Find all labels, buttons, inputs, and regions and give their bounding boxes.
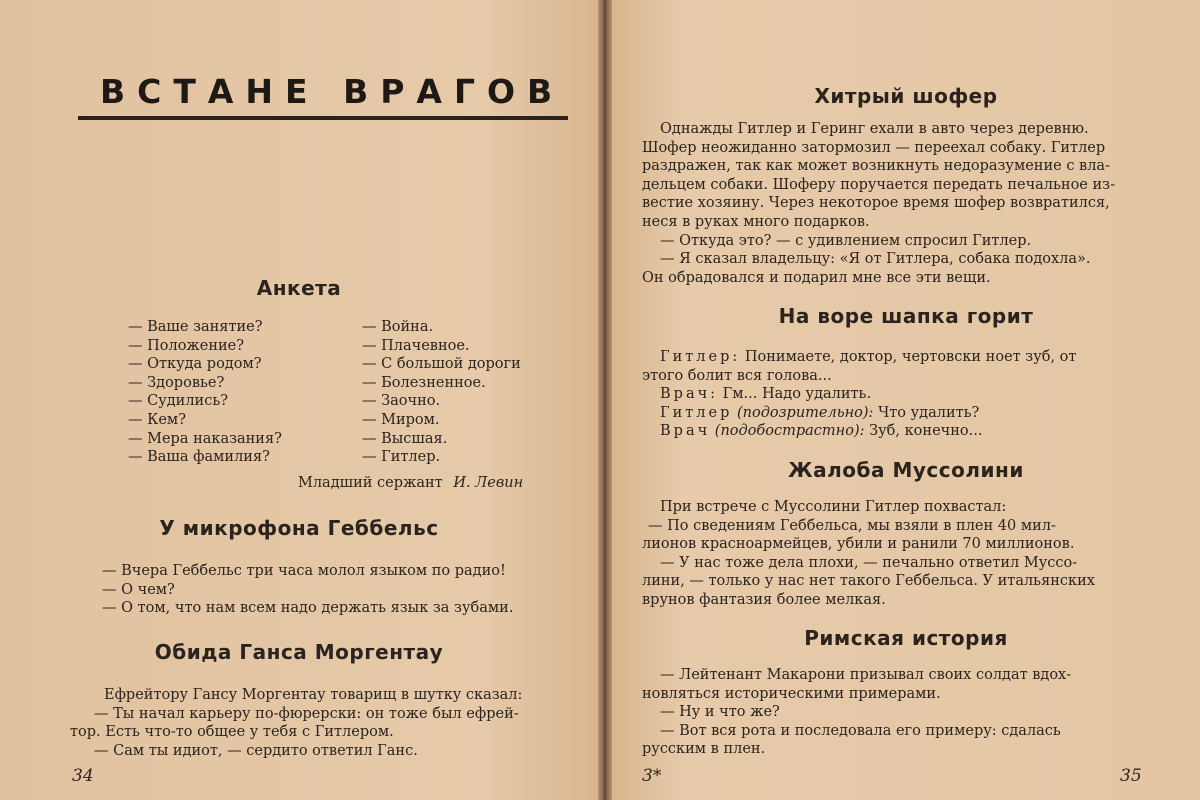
- anketa-questions: [128, 318, 282, 467]
- text-line: врунов фантазия более мелкая.: [642, 591, 886, 608]
- dialogue-line: [660, 404, 1076, 423]
- anketa-answer: — Миром.: [362, 411, 440, 428]
- anketa-question: — Ваше занятие?: [128, 319, 263, 335]
- text-line: вестие хозяину. Через некоторое время шофер возвратился,: [642, 195, 1110, 212]
- text-line: дельцем собаки. Шоферу поручается передать печальное из-: [642, 176, 1115, 193]
- speaker: Гитлер: [660, 404, 733, 421]
- text-line: — Ты начал карьеру по-фюрерски: он тоже был ефрей-: [94, 705, 519, 722]
- anketa-question: — Здоровье?: [128, 374, 225, 391]
- page-title: ВСТАНЕ ВРАГОВ: [100, 72, 565, 111]
- text-line: русским в плен.: [642, 741, 766, 758]
- anketa-question: — Откуда родом?: [128, 356, 262, 373]
- anketa-answer: — Война.: [362, 319, 434, 335]
- text-line: — Откуда это? — с удивлением спросил Гитлер.: [660, 232, 1032, 249]
- goebbels-heading: У микрофона Геббельс: [159, 516, 439, 540]
- goebbels-text: [102, 562, 513, 618]
- mussolini-heading: Жалоба Муссолини: [788, 458, 1024, 482]
- anketa-answer: — Гитлер.: [362, 449, 441, 466]
- text-line: — О том, что нам всем надо держать язык за зубами.: [102, 600, 514, 617]
- anketa-answer: — Высшая.: [362, 430, 448, 447]
- anketa-answer: — Плачевное.: [362, 337, 470, 354]
- text-line: лини, — только у нас нет такого Геббельса. У итальянских: [642, 573, 1095, 590]
- anketa-answers: [362, 318, 521, 467]
- text-line: — Вчера Геббельс три часа молол языком по радио!: [102, 563, 506, 579]
- dialogue-text: Зуб, конечно...: [869, 423, 983, 440]
- anketa-heading: Анкета: [256, 276, 342, 300]
- text-line: — Сам ты идиот, — сердито ответил Ганс.: [94, 742, 418, 759]
- page-number: 34: [72, 766, 94, 786]
- right-page: [612, 0, 1200, 800]
- text-line: лионов красноармейцев, убили и ранили 70 миллионов.: [642, 536, 1075, 553]
- dialogue-text: Гм... Надо удалить.: [722, 386, 872, 403]
- anketa-question: — Положение?: [128, 337, 245, 354]
- author-rank: Младший сержант: [298, 475, 443, 491]
- speaker: Врач:: [660, 386, 719, 403]
- text-line: Он обрадовался и подарил мне все эти вещи.: [642, 269, 991, 286]
- page-number: 35: [1120, 766, 1142, 786]
- anketa-question: — Мера наказания?: [128, 430, 282, 447]
- roman-heading: Римская история: [804, 626, 1008, 650]
- title-underline: [78, 116, 568, 120]
- thief-text: [642, 348, 1076, 441]
- signature-mark: 3*: [642, 766, 662, 786]
- morgenthau-heading: Обида Ганса Моргентау: [154, 640, 444, 664]
- text-line: — По сведениям Геббельса, мы взяли в плен 40 мил-: [648, 517, 1056, 534]
- text-line: Ефрейтору Гансу Моргентау товарищ в шутку сказал:: [104, 687, 523, 703]
- text-line: — Ну и что же?: [660, 704, 780, 721]
- text-line: — Я сказал владельцу: «Я от Гитлера, собака подохла».: [660, 251, 1091, 268]
- morgenthau-text: [70, 686, 523, 760]
- chauffeur-heading: Хитрый шофер: [814, 84, 998, 108]
- dialogue-line: [660, 348, 1076, 367]
- speaker: Гитлер:: [660, 349, 741, 365]
- text-line: — У нас тоже дела плохи, — печально ответил Муссо-: [660, 554, 1078, 571]
- text-line: — О чем?: [102, 581, 175, 598]
- book-gutter: [598, 0, 612, 800]
- text-line: — Вот вся рота и последовала его примеру: сдалась: [660, 722, 1061, 739]
- roman-text: [642, 666, 1071, 759]
- anketa-question: — Кем?: [128, 411, 186, 428]
- text-line: — Лейтенант Макарони призывал своих солдат вдох-: [660, 667, 1072, 683]
- left-page: [0, 0, 598, 800]
- mussolini-text: [642, 498, 1095, 610]
- text-line: тор. Есть что-то общее у тебя с Гитлером.: [70, 724, 394, 741]
- author-name: И. Левин: [453, 475, 524, 491]
- anketa-author: [298, 474, 523, 493]
- dialogue-line: этого болит вся голова...: [642, 367, 832, 384]
- dialogue-text: Понимаете, доктор, чертовски ноет зуб, от: [744, 349, 1077, 365]
- text-line: новляться историческими примерами.: [642, 685, 941, 702]
- speaker: Врач: [660, 423, 711, 440]
- anketa-answer: — Заочно.: [362, 393, 441, 410]
- dialogue-line: [660, 422, 1076, 441]
- chauffeur-text: [642, 120, 1115, 287]
- thief-heading: На воре шапка горит: [778, 304, 1034, 328]
- stage-direction: (подобострастно):: [714, 423, 865, 440]
- text-line: При встрече с Муссолини Гитлер похвастал:: [660, 499, 1007, 515]
- anketa-answer: — С большой дороги: [362, 356, 521, 373]
- anketa-answer: — Болезненное.: [362, 374, 486, 391]
- text-line: неся в руках много подарков.: [642, 213, 870, 230]
- text-line: Шофер неожиданно затормозил — переехал собаку. Гитлер: [642, 139, 1106, 156]
- text-line: раздражен, так как может возникнуть недоразумение с вла-: [642, 158, 1110, 175]
- stage-direction: (подозрительно):: [736, 404, 874, 421]
- anketa-question: — Ваша фамилия?: [128, 449, 270, 466]
- dialogue-line: [660, 385, 1076, 404]
- dialogue-text: Что удалить?: [878, 404, 980, 421]
- anketa-question: — Судились?: [128, 393, 228, 410]
- text-line: Однажды Гитлер и Геринг ехали в авто через деревню.: [660, 121, 1089, 137]
